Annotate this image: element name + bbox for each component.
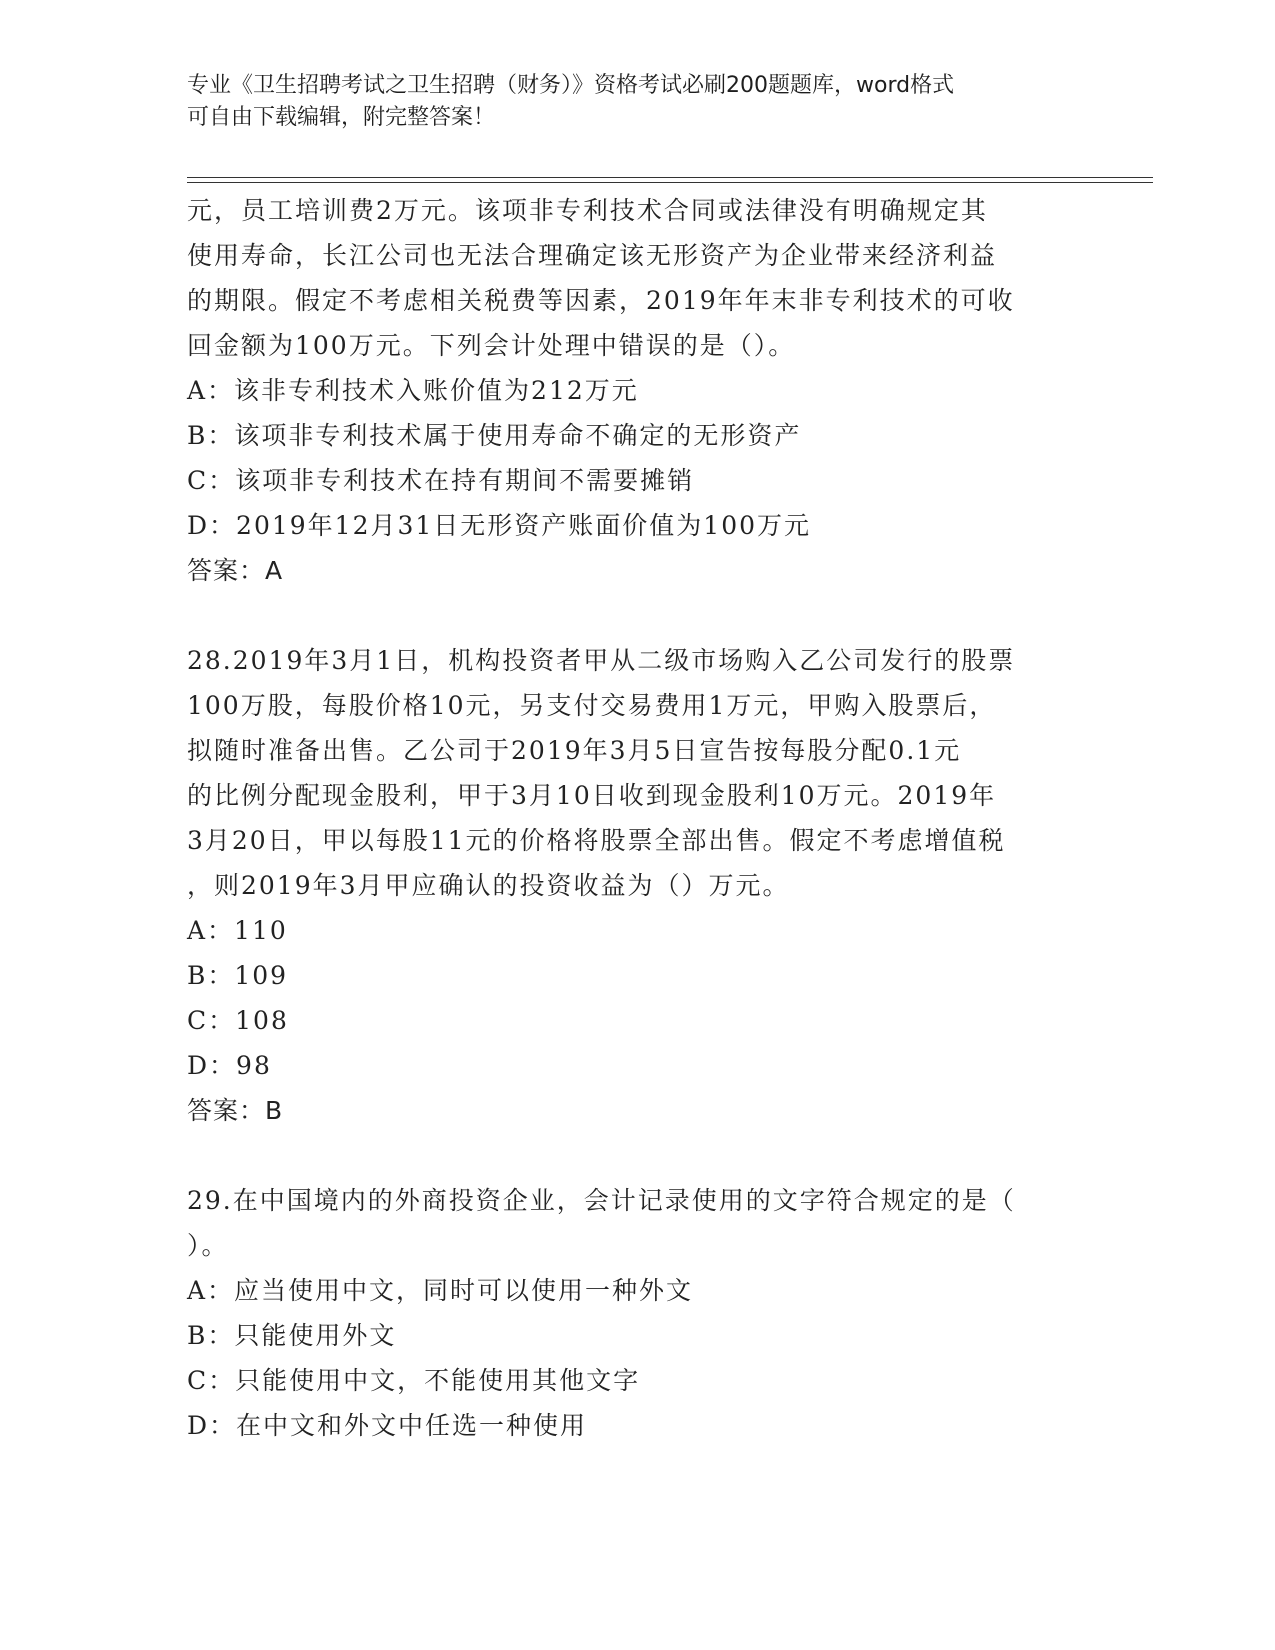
- question-text-line: 使用寿命，长江公司也无法合理确定该无形资产为企业带来经济利益: [187, 241, 998, 270]
- question-text-line: 28.2019年3月1日，机构投资者甲从二级市场购入乙公司发行的股票: [187, 646, 1016, 675]
- question-text-line: 的期限。假定不考虑相关税费等因素，2019年年末非专利技术的可收: [187, 286, 1015, 315]
- question-29: [187, 1178, 1087, 1448]
- header-divider: [187, 177, 1153, 178]
- question-text-line: 元，员工培训费2万元。该项非专利技术合同或法律没有明确规定其: [187, 196, 988, 225]
- option-d: D：98: [187, 1051, 272, 1080]
- question-text-line: ，则2019年3月甲应确认的投资收益为（）万元。: [187, 871, 790, 900]
- question-text-line: 3月20日，甲以每股11元的价格将股票全部出售。假定不考虑增值税: [187, 826, 1006, 855]
- document-body: [187, 188, 1087, 1448]
- page-header: [187, 70, 1067, 134]
- option-b: B：只能使用外文: [187, 1321, 397, 1350]
- option-a: A：该非专利技术入账价值为212万元: [187, 376, 639, 405]
- option-c: C：只能使用中文，不能使用其他文字: [187, 1366, 641, 1395]
- option-d: D：2019年12月31日无形资产账面价值为100万元: [187, 511, 812, 540]
- answer: 答案：A: [187, 556, 284, 585]
- header-line: 可自由下载编辑，附完整答案！: [187, 105, 496, 130]
- spacer: [187, 1133, 1087, 1178]
- option-c: C：该项非专利技术在持有期间不需要摊销: [187, 466, 695, 495]
- header-line: 专业《卫生招聘考试之卫生招聘（财务）》资格考试必刷200题题库，word格式: [187, 73, 955, 98]
- question-text-line: 的比例分配现金股利，甲于3月10日收到现金股利10万元。2019年: [187, 781, 997, 810]
- spacer: [187, 593, 1087, 638]
- option-a: A：110: [187, 916, 288, 945]
- option-c: C：108: [187, 1006, 289, 1035]
- option-d: D：在中文和外文中任选一种使用: [187, 1411, 588, 1440]
- option-b: B：109: [187, 961, 289, 990]
- question-28: [187, 638, 1087, 1133]
- question-text-line: ）。: [187, 1231, 229, 1260]
- question-text-line: 拟随时准备出售。乙公司于2019年3月5日宣告按每股分配0.1元: [187, 736, 962, 765]
- question-text-line: 29.在中国境内的外商投资企业，会计记录使用的文字符合规定的是（: [187, 1186, 1016, 1215]
- option-b: B：该项非专利技术属于使用寿命不确定的无形资产: [187, 421, 802, 450]
- option-a: A：应当使用中文，同时可以使用一种外文: [187, 1276, 694, 1305]
- question-text-line: 回金额为100万元。下列会计处理中错误的是（）。: [187, 331, 796, 360]
- header-divider: [187, 182, 1153, 183]
- question-text-line: 100万股，每股价格10元，另支付交易费用1万元，甲购入股票后，: [187, 691, 997, 720]
- question-27-tail: [187, 188, 1087, 593]
- answer: 答案：B: [187, 1096, 284, 1125]
